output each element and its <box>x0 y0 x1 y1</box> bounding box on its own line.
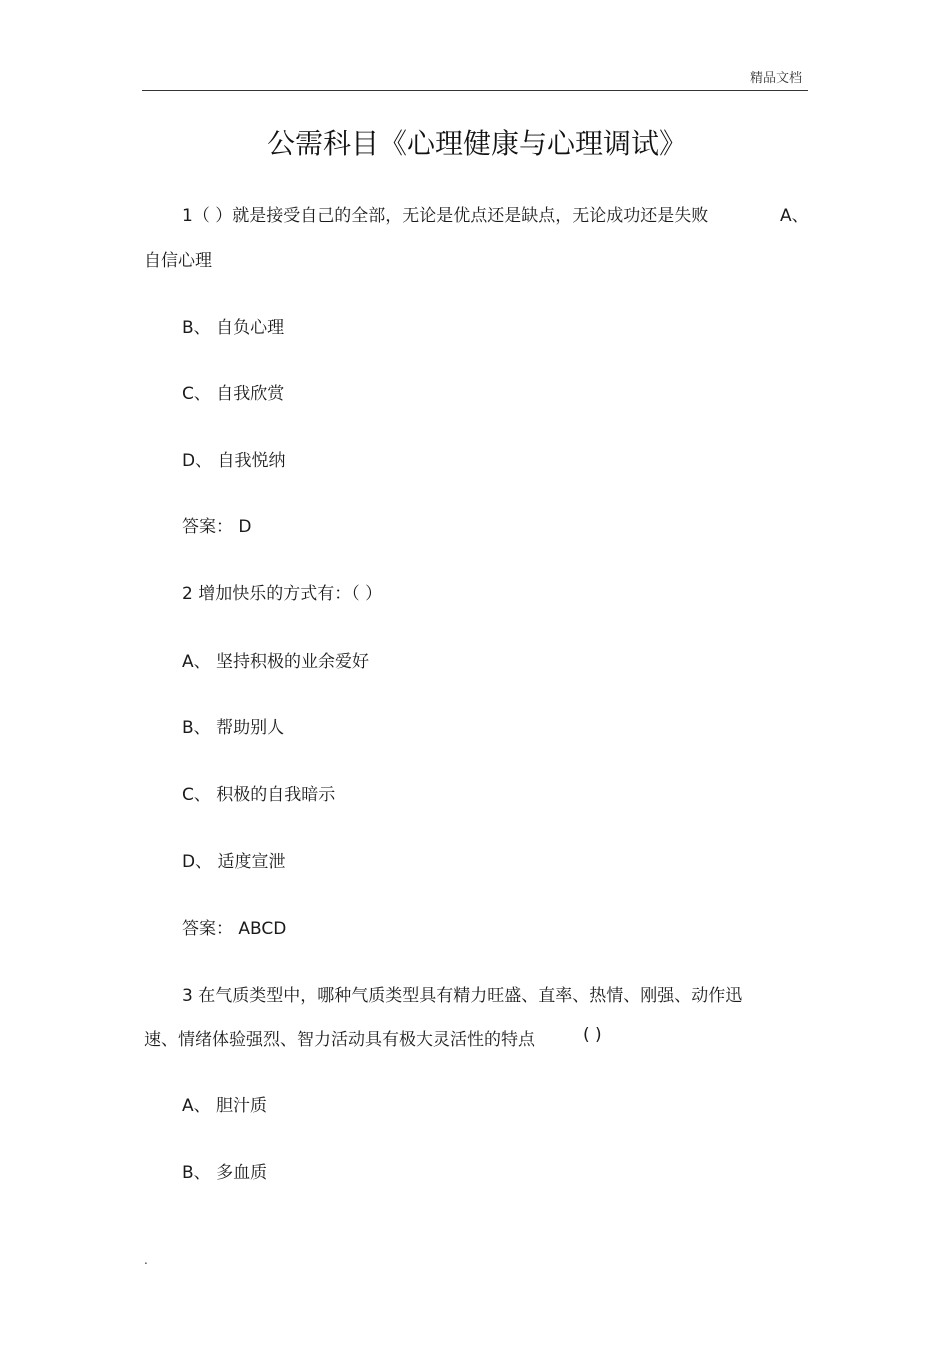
question-2-answer: 答案： ABCD <box>182 919 287 939</box>
question-3-stem-paren: ( ) <box>583 1025 602 1045</box>
question-2-option-c: C、 积极的自我暗示 <box>182 785 336 805</box>
header-label: 精品文档 <box>749 71 802 86</box>
question-1-answer: 答案： D <box>182 517 252 537</box>
question-2-option-b: B、 帮助别人 <box>182 718 285 738</box>
question-3-option-a: A、 胆汁质 <box>182 1096 268 1116</box>
question-1-option-b: B、 自负心理 <box>182 318 285 338</box>
question-2-option-a: A、 坚持积极的业余爱好 <box>182 652 370 672</box>
question-1-option-a-prefix: A、 <box>780 206 809 226</box>
question-1-option-d: D、 自我悦纳 <box>182 451 286 471</box>
question-1-option-a-text: 自信心理 <box>144 251 212 271</box>
footer-mark: . <box>144 1253 148 1267</box>
question-1-stem: 1（ ）就是接受自己的全部，无论是优点还是缺点，无论成功还是失败 <box>182 206 709 226</box>
question-1-option-c: C、 自我欣赏 <box>182 384 285 404</box>
header-divider <box>142 90 808 91</box>
question-2-stem: 2 增加快乐的方式有：（ ） <box>182 584 383 604</box>
question-3-option-b: B、 多血质 <box>182 1163 268 1183</box>
question-3-stem-line-2: 速、情绪体验强烈、智力活动具有极大灵活性的特点 <box>144 1030 535 1050</box>
question-3-stem-line-1: 3 在气质类型中，哪种气质类型具有精力旺盛、直率、热情、刚强、动作迅 <box>182 986 743 1006</box>
question-2-option-d: D、 适度宣泄 <box>182 852 286 872</box>
page-title: 公需科目《心理健康与心理调试》 <box>266 127 687 160</box>
